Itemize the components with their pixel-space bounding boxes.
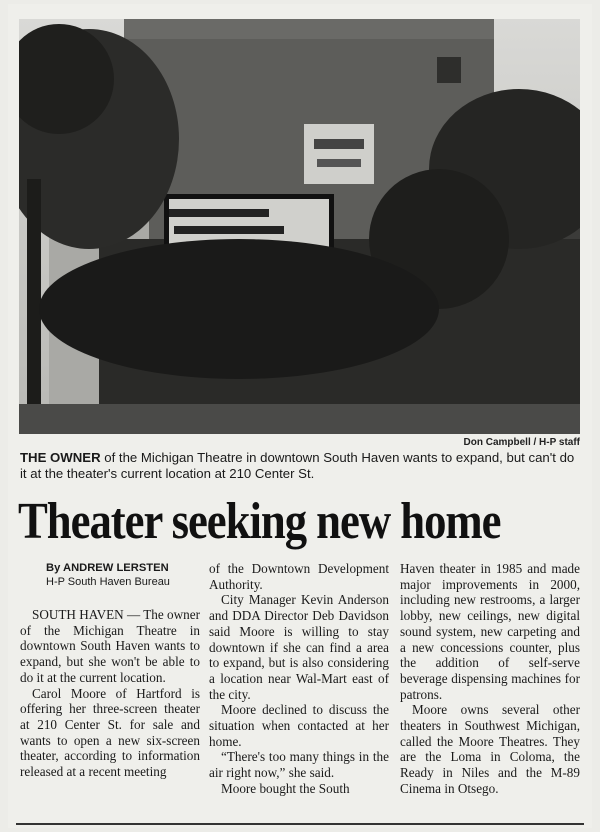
article-column-3 [400, 561, 580, 797]
paragraph: Carol Moore of Hartford is offering her three-screen theater at 210 Center St. for sale and wants to open a new six-screen theater, according to information released at a recent meeting [20, 685, 200, 780]
theater-photo [19, 19, 580, 434]
photo-caption [20, 450, 580, 482]
paragraph: Haven theater in 1985 and made major improvements in 2000, including new restrooms, a larger lobby, new ceilings, new digital sound system, new carpeting and a new concessions counter, plus the addition of self-serve beverage dispensing machines for patrons. [400, 561, 580, 702]
paragraph: Moore declined to discuss the situation when contacted at her home. [209, 702, 389, 749]
bottom-rule [16, 823, 584, 825]
theater-photo-illustration [19, 19, 580, 434]
byline [46, 561, 200, 575]
paragraph: Moore owns several other theaters in Southwest Michigan, called the Moore Theatres. They are the Loma in Coloma, the Ready in Niles and the M-89 Cinema in Otsego. [400, 702, 580, 796]
paragraph: SOUTH HAVEN — The owner of the Michigan Theatre in downtown South Haven wants to expand, but she won't be able to do it at the current location. [20, 607, 201, 685]
paragraph: of the Downtown Development Authority. [209, 561, 389, 592]
caption-lead: THE OWNER [20, 450, 101, 465]
paragraph: “There's too many things in the air right now,” she said. [209, 749, 389, 781]
article-column-2 [209, 561, 389, 797]
byline-bureau: H-P South Haven Bureau [46, 576, 170, 588]
headline: Theater seeking new home [18, 493, 501, 550]
byline-author: By ANDREW LERSTEN [46, 562, 169, 574]
paragraph: Moore bought the South [221, 780, 350, 796]
photo-credit: Don Campbell / H-P staff [463, 437, 580, 448]
paragraph: City Manager Kevin Anderson and DDA Director Deb Davidson said Moore is willing to stay downtown if she can find a area to expand, but is also considering a location near Wal-Mart east of the city. [209, 592, 389, 702]
caption-text: of the Michigan Theatre in downtown South Haven wants to expand, but can't do it at the theater's current location at 210 Center St. [20, 450, 575, 481]
article-column-1 [20, 561, 200, 780]
